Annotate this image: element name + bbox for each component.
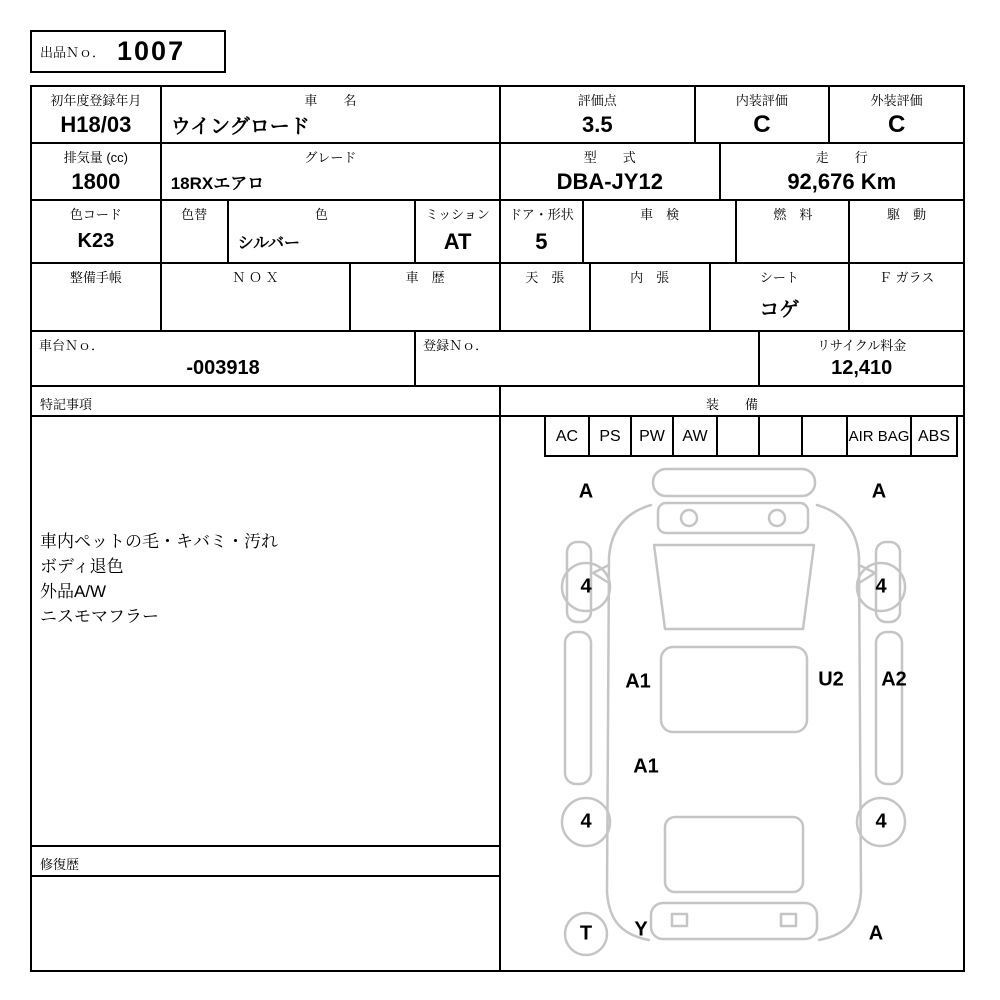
defect-mark: Y <box>634 918 648 941</box>
color-code-value: K23 <box>77 230 115 252</box>
transmission-value: AT <box>443 228 472 254</box>
fuel-label: 燃 料 <box>773 207 813 222</box>
headliner-label: 天 張 <box>525 270 565 285</box>
mileage-value: 92,676 Km <box>787 168 897 194</box>
field-service-book <box>32 264 162 332</box>
row-registration <box>32 87 965 144</box>
note-line: ボディ退色 <box>40 557 124 576</box>
registration-no-value <box>416 354 758 385</box>
defect-mark: A <box>868 922 884 945</box>
field-color <box>229 201 417 264</box>
equipment-cell-ps: PS <box>590 417 632 457</box>
door-trim-value <box>591 286 709 330</box>
exterior-grade-value: C <box>887 110 906 138</box>
seat-label: シート <box>759 270 799 285</box>
color-label: 色 <box>314 207 328 222</box>
inspection-label: 車 検 <box>640 207 680 222</box>
equipment-cell-aw: AW <box>674 417 718 457</box>
equipment-cell-airbag: AIR BAG <box>848 417 912 457</box>
defect-mark: A2 <box>881 668 907 691</box>
field-color-code <box>32 201 162 264</box>
field-fuel <box>737 201 850 264</box>
front-glass-value <box>850 286 963 330</box>
front-glass-label: Ｆ ガラス <box>879 270 935 285</box>
field-mileage <box>721 144 965 201</box>
field-interior-grade <box>696 87 831 144</box>
note-line: 車内ペットの毛・キバミ・汚れ <box>40 532 278 551</box>
defect-mark: 4 <box>875 810 887 833</box>
fuel-value <box>737 223 848 262</box>
displacement-value: 1800 <box>71 168 121 194</box>
door-trim-label: 内 張 <box>630 270 670 285</box>
recycle-fee-label: リサイクル料金 <box>817 338 907 353</box>
score-label: 評価点 <box>577 93 617 108</box>
drive-value <box>850 223 963 262</box>
auction-number-label: 出品Ｎｏ． <box>40 45 106 60</box>
equipment-cell-blank <box>803 417 848 457</box>
defect-mark: A <box>578 480 594 503</box>
field-door-trim <box>591 264 711 332</box>
interior-grade-value: C <box>753 110 771 138</box>
field-grade <box>162 144 501 201</box>
row-condition <box>32 264 965 332</box>
note-line: 外品A/W <box>40 582 107 601</box>
nox-label: Ｎ Ｏ Ｘ <box>232 270 279 285</box>
field-inspection <box>584 201 738 264</box>
defect-mark: T <box>579 922 593 945</box>
service-book-value <box>32 286 160 330</box>
score-value: 3.5 <box>581 111 613 137</box>
notes-body <box>32 417 499 847</box>
defect-mark: U2 <box>818 668 844 691</box>
field-first-registration <box>32 87 162 144</box>
mileage-label: 走 行 <box>815 150 868 165</box>
registration-no-label: 登録Ｎｏ． <box>423 338 489 353</box>
car-name-label: 車 名 <box>304 93 357 108</box>
transmission-label: ミッション <box>425 207 490 222</box>
exterior-grade-label: 外装評価 <box>870 93 923 108</box>
defect-mark: A1 <box>625 670 651 693</box>
color-value: シルバー <box>237 235 301 252</box>
recycle-fee-value: 12,410 <box>831 357 893 379</box>
equipment-header: 装 備 <box>501 387 963 417</box>
defect-mark: 4 <box>580 575 592 598</box>
nox-value <box>162 286 350 330</box>
headliner-value <box>501 286 589 330</box>
equipment-row <box>501 417 963 457</box>
field-seat <box>711 264 851 332</box>
field-nox <box>162 264 352 332</box>
notes-column <box>32 387 501 972</box>
equipment-cell-abs: ABS <box>912 417 958 457</box>
field-score <box>501 87 696 144</box>
field-displacement <box>32 144 162 201</box>
repair-history-body <box>32 877 499 970</box>
color-change-value <box>162 223 227 262</box>
car-name-value: ウイングロード <box>170 116 310 138</box>
model-code-label: 型 式 <box>583 150 636 165</box>
grade-label: グレード <box>304 150 357 165</box>
doors-label: ドア・形状 <box>509 207 574 222</box>
drive-label: 駆 動 <box>887 207 927 222</box>
defect-mark: A1 <box>633 755 659 778</box>
field-headliner <box>501 264 591 332</box>
seat-value: コゲ <box>759 298 800 321</box>
car-condition-diagram <box>501 457 963 970</box>
note-line: ニスモマフラー <box>40 607 159 626</box>
chassis-no-value: -003918 <box>186 357 260 379</box>
defect-mark: 4 <box>875 575 887 598</box>
first-registration-label: 初年度登録年月 <box>50 93 142 108</box>
car-diagram <box>501 457 966 972</box>
field-color-change <box>162 201 229 264</box>
field-model-code <box>501 144 721 201</box>
chassis-no-label: 車台Ｎｏ． <box>39 338 105 353</box>
auction-number-box <box>30 30 226 73</box>
field-exterior-grade <box>830 87 965 144</box>
car-history-label: 車 歴 <box>405 270 445 285</box>
grade-value: 18RXエアロ <box>170 174 265 193</box>
inspection-value <box>584 223 736 262</box>
first-registration-value: H18/03 <box>60 111 132 137</box>
displacement-label: 排気量 (cc) <box>63 150 128 165</box>
row-identifiers <box>32 332 965 387</box>
defect-mark: A <box>871 480 887 503</box>
color-code-label: 色コード <box>69 207 122 222</box>
field-front-glass <box>850 264 965 332</box>
row-color <box>32 201 965 264</box>
doors-value: 5 <box>535 228 548 254</box>
field-car-history <box>351 264 501 332</box>
repair-history-header: 修復歴 <box>32 847 499 877</box>
color-change-label: 色替 <box>181 207 208 222</box>
service-book-label: 整備手帳 <box>69 270 122 285</box>
auction-number-value: 1007 <box>117 36 186 66</box>
field-chassis-no <box>32 332 416 387</box>
model-code-value: DBA-JY12 <box>556 168 663 194</box>
equipment-cell-pw: PW <box>632 417 674 457</box>
field-transmission <box>416 201 501 264</box>
equipment-cell-blank <box>718 417 760 457</box>
field-car-name <box>162 87 501 144</box>
field-registration-no <box>416 332 760 387</box>
equipment-cell-blank <box>760 417 803 457</box>
equipment-column <box>501 387 965 972</box>
defect-mark: 4 <box>580 810 592 833</box>
equipment-cell-ac: AC <box>544 417 590 457</box>
field-drive <box>850 201 965 264</box>
row-engine <box>32 144 965 201</box>
field-doors <box>501 201 584 264</box>
bottom-section <box>32 387 965 972</box>
interior-grade-label: 内装評価 <box>735 93 788 108</box>
notes-header: 特記事項 <box>32 387 499 417</box>
field-recycle-fee <box>760 332 965 387</box>
car-history-value <box>351 286 499 330</box>
spec-grid <box>30 85 965 972</box>
